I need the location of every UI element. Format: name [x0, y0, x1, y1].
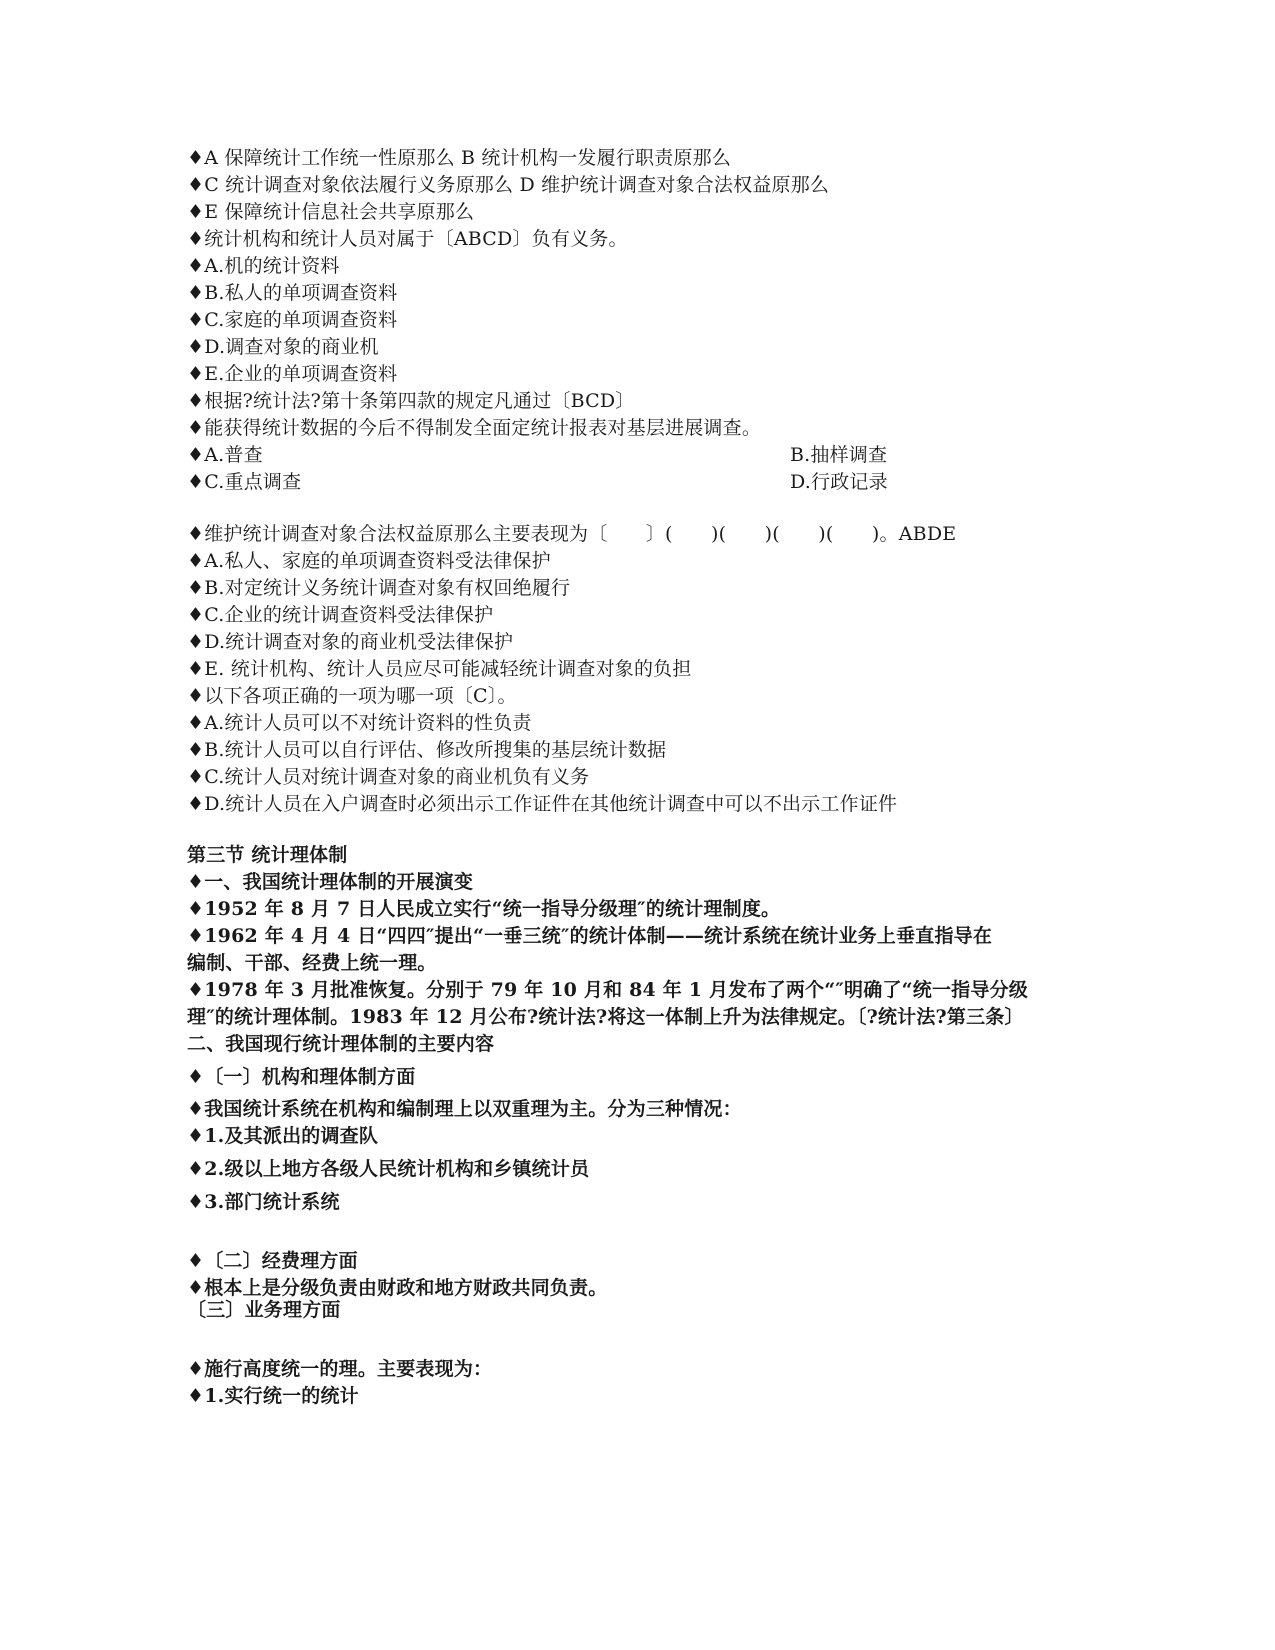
- bold-line: 理″的统计理体制。1983 年 12 月公布?统计法?将这一体制上升为法律规定。〔?统计法?第三条〕: [187, 1006, 1024, 1028]
- bold-line: ♦1952 年 8 月 7 日人民成立实行“统一指导分级理″的统计理制度。: [187, 898, 781, 920]
- text-line: ♦E. 统计机构、统计人员应尽可能减轻统计调查对象的负担: [187, 658, 692, 680]
- bold-line: ♦我国统计系统在机构和编制理上以双重理为主。分为三种情况：: [187, 1098, 742, 1120]
- bold-line: ♦〔二〕经费理方面: [187, 1250, 358, 1272]
- options-row: [187, 443, 987, 467]
- bold-line: 编制、干部、经费上统一理。: [187, 952, 437, 974]
- text-line: ♦E 保障统计信息社会共享原那么: [187, 201, 475, 223]
- text-line: ♦根据?统计法?第十条第四款的规定凡通过〔BCD〕: [187, 390, 635, 412]
- bold-line: 二、我国现行统计理体制的主要内容: [187, 1033, 495, 1055]
- option-right: D.行政记录: [790, 471, 888, 493]
- text-line: ♦D.统计人员在入户调查时必须出示工作证件在其他统计调查中可以不出示工作证件: [187, 793, 898, 815]
- text-line: ♦维护统计调查对象合法权益原那么主要表现为〔 〕( )( )( )( )。ABDE: [187, 523, 957, 545]
- text-line: ♦能获得统计数据的今后不得制发全面定统计报表对基层进展调查。: [187, 417, 762, 439]
- bold-line: ♦3.部门统计系统: [187, 1191, 340, 1213]
- text-line: ♦B.私人的单项调查资料: [187, 282, 398, 304]
- bold-line: 〔三〕业务理方面: [187, 1299, 341, 1321]
- text-line: ♦A.机的统计资料: [187, 255, 340, 277]
- text-line: ♦以下各项正确的一项为哪一项〔C〕。: [187, 685, 517, 707]
- bold-line: ♦2.级以上地方各级人民统计机构和乡镇统计员: [187, 1158, 590, 1180]
- section-heading: 第三节 统计理体制: [187, 844, 348, 866]
- text-line: ♦C 统计调查对象依法履行义务原那么 D 维护统计调查对象合法权益原那么: [187, 174, 830, 196]
- text-line: ♦C.统计人员对统计调查对象的商业机负有义务: [187, 766, 590, 788]
- text-line: ♦D.调查对象的商业机: [187, 336, 379, 358]
- text-line: ♦E.企业的单项调查资料: [187, 363, 398, 385]
- text-line: ♦C.企业的统计调查资料受法律保护: [187, 604, 494, 626]
- text-line: ♦C.家庭的单项调查资料: [187, 309, 398, 331]
- text-line: ♦A 保障统计工作统一性原那么 B 统计机构一发履行职责原那么: [187, 147, 732, 169]
- bold-line: ♦施行高度统一的理。主要表现为：: [187, 1358, 493, 1380]
- text-line: ♦A.私人、家庭的单项调查资料受法律保护: [187, 550, 551, 572]
- option-right: B.抽样调查: [790, 444, 888, 466]
- bold-line: ♦1962 年 4 月 4 日“四四″提出“一垂三统″的统计体制——统计系统在统计业务上垂直指导在: [187, 925, 993, 947]
- text-line: ♦统计机构和统计人员对属于〔ABCD〕负有义务。: [187, 228, 628, 250]
- option-left: ♦C.重点调查: [187, 471, 302, 493]
- text-line: ♦B.对定统计义务统计调查对象有权回绝履行: [187, 577, 571, 599]
- bold-line: ♦根本上是分级负责由财政和地方财政共同负责。: [187, 1277, 608, 1299]
- bold-line: ♦1.实行统一的统计: [187, 1385, 359, 1407]
- option-left: ♦A.普查: [187, 444, 263, 466]
- bold-line: ♦1.及其派出的调查队: [187, 1125, 379, 1147]
- text-line: ♦A.统计人员可以不对统计资料的性负责: [187, 712, 532, 734]
- text-line: ♦D.统计调查对象的商业机受法律保护: [187, 631, 514, 653]
- options-row: [187, 470, 987, 494]
- text-line: ♦B.统计人员可以自行评估、修改所搜集的基层统计数据: [187, 739, 667, 761]
- bold-line: ♦〔一〕机构和理体制方面: [187, 1066, 416, 1088]
- bold-line: ♦一、我国统计理体制的开展演变: [187, 871, 474, 893]
- bold-line: ♦1978 年 3 月批准恢复。分别于 79 年 10 月和 84 年 1 月发布了两个“″明确了“统一指导分级: [187, 979, 1028, 1001]
